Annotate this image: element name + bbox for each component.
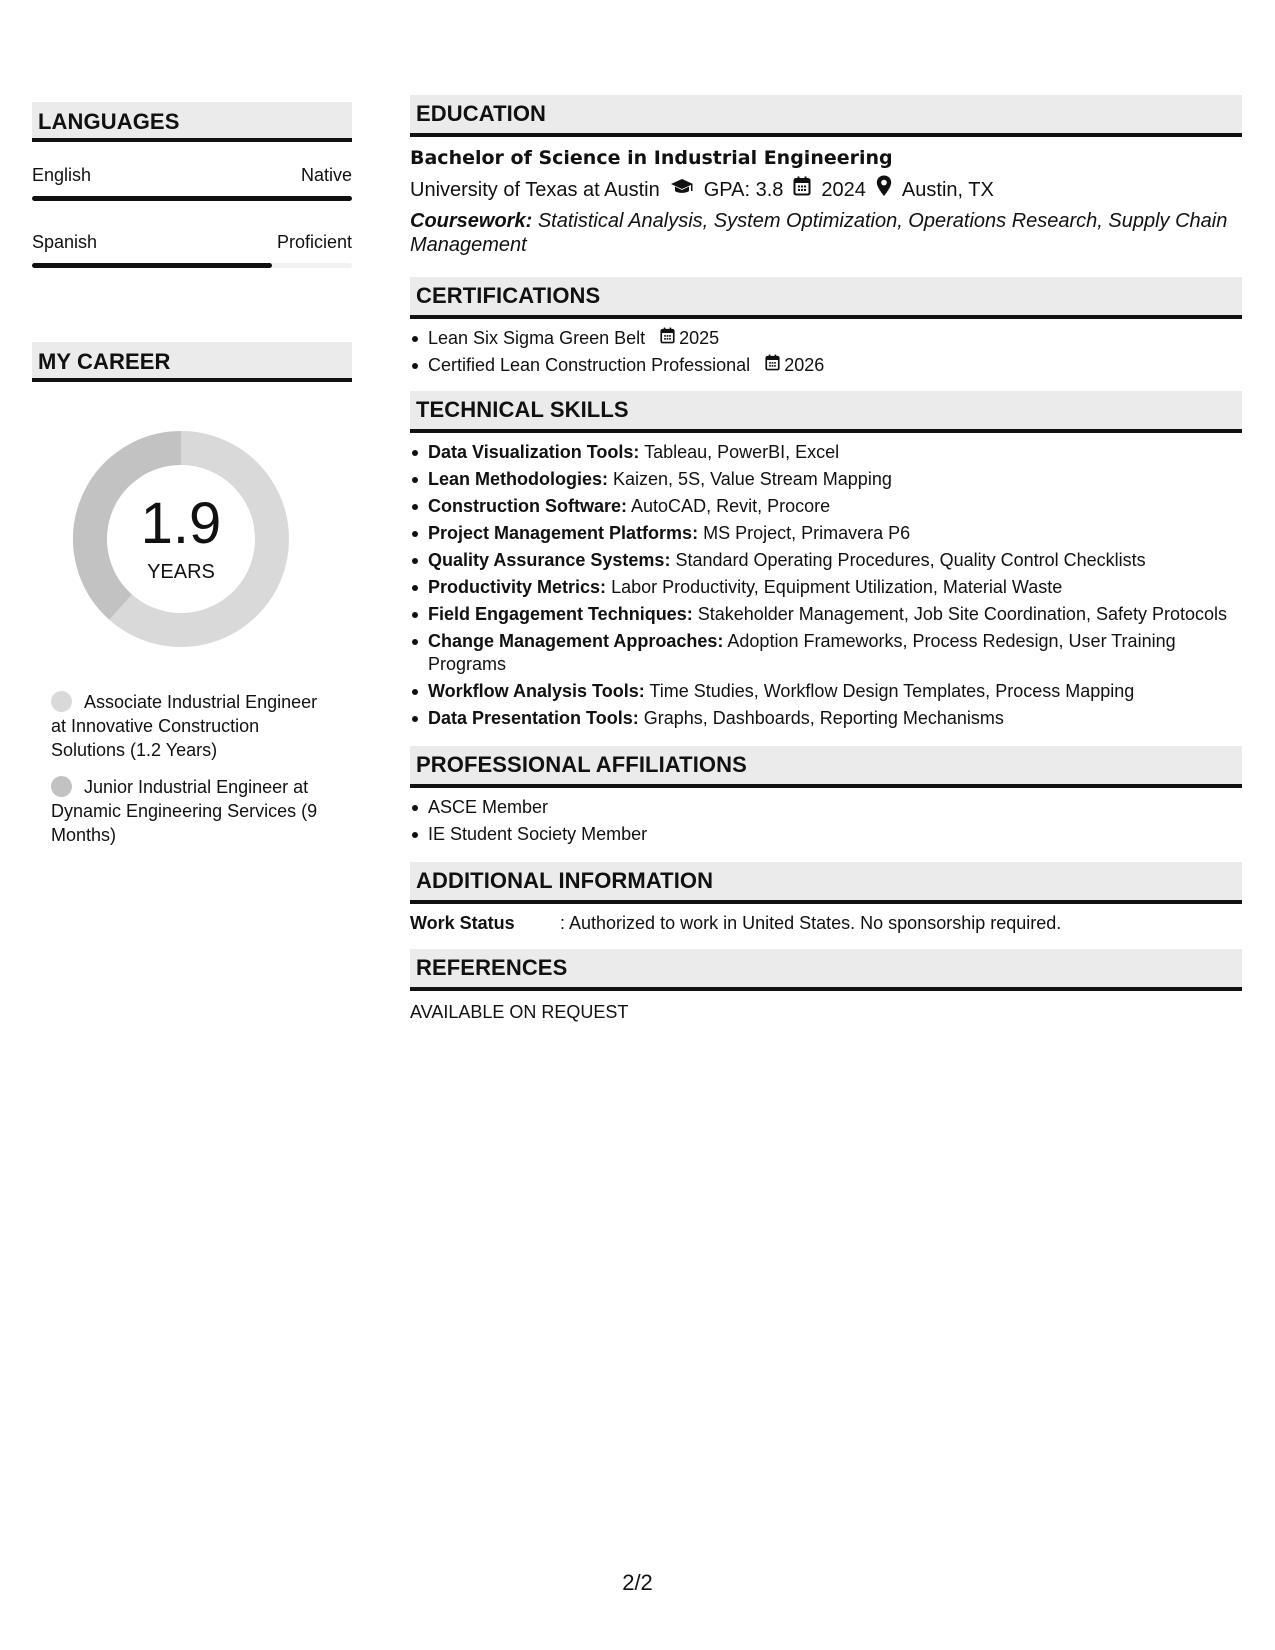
skill-category: Quality Assurance Systems: (428, 550, 671, 570)
legend-dot-icon (51, 691, 72, 712)
career-legend (51, 690, 331, 847)
page-number: 2/2 (622, 1570, 653, 1595)
education-heading: EDUCATION (410, 95, 1242, 137)
additional-info-heading: ADDITIONAL INFORMATION (410, 862, 1242, 904)
list-item: ASCE Member (410, 796, 1242, 819)
skill-item (410, 680, 1242, 703)
certification-name: Lean Six Sigma Green Belt (428, 328, 646, 348)
legend-dot-icon (51, 776, 72, 797)
education-details (410, 175, 1242, 205)
language-level: Proficient (276, 232, 352, 252)
skills-heading: TECHNICAL SKILLS (410, 391, 1242, 433)
skill-values: Graphs, Dashboards, Reporting Mechanisms (643, 708, 1004, 728)
calendar-icon (793, 176, 811, 204)
skill-category: Data Visualization Tools: (428, 442, 640, 462)
skill-values: Time Studies, Workflow Design Templates, Process Mapping (649, 681, 1135, 701)
language-level: Native (300, 165, 352, 185)
skill-item (410, 441, 1242, 464)
career-years-unit: YEARS (147, 561, 215, 583)
language-proficiency-fill (32, 196, 352, 201)
career-total-years: 1.9 (140, 491, 222, 556)
graduation-year: 2024 (821, 179, 866, 201)
references-section (410, 949, 1242, 1024)
gpa: GPA: 3.8 (703, 179, 784, 201)
skill-values: Labor Productivity, Equipment Utilization, Material Waste (611, 577, 1063, 597)
left-column (32, 102, 352, 860)
affiliations-heading: PROFESSIONAL AFFILIATIONS (410, 746, 1242, 788)
list-item (410, 327, 1242, 350)
skill-values: MS Project, Primavera P6 (703, 523, 911, 543)
education-section (410, 95, 1242, 257)
references-text: AVAILABLE ON REQUEST (410, 1002, 629, 1022)
coursework-list: Statistical Analysis, System Optimization, Operations Research, Supply Chain Management (410, 210, 1228, 256)
skill-category: Workflow Analysis Tools: (428, 681, 645, 701)
certifications-section (410, 277, 1242, 377)
graduation-cap-icon (670, 176, 694, 204)
skill-category: Lean Methodologies: (428, 469, 608, 489)
location-pin-icon (876, 175, 892, 205)
list-item: IE Student Society Member (410, 823, 1242, 846)
references-heading: REFERENCES (410, 949, 1242, 991)
coursework-label: Coursework: (410, 210, 533, 232)
career-legend-item (51, 690, 331, 762)
certification-year: 2026 (784, 355, 825, 375)
school-name: University of Texas at Austin (410, 179, 660, 201)
skill-values: Stakeholder Management, Job Site Coordination, Safety Protocols (697, 604, 1228, 624)
calendar-icon (765, 354, 780, 377)
skill-values: Kaizen, 5S, Value Stream Mapping (613, 469, 892, 489)
language-proficiency-fill (32, 263, 272, 268)
skill-values: Tableau, PowerBI, Excel (644, 442, 840, 462)
skill-item (410, 707, 1242, 730)
affiliations-list (410, 796, 1242, 846)
additional-info-section (410, 862, 1242, 935)
skill-category: Change Management Approaches: (428, 631, 724, 651)
career-heading: MY CAREER (32, 342, 352, 382)
language-item (32, 231, 352, 268)
skills-section (410, 391, 1242, 730)
skill-category: Productivity Metrics: (428, 577, 607, 597)
list-item (410, 354, 1242, 377)
skill-values: AutoCAD, Revit, Procore (631, 496, 831, 516)
languages-heading: LANGUAGES (32, 102, 352, 142)
skill-values: Standard Operating Procedures, Quality Control Checklists (675, 550, 1146, 570)
language-proficiency-bar (32, 263, 352, 268)
certification-year: 2025 (679, 328, 720, 348)
skill-category: Project Management Platforms: (428, 523, 699, 543)
skill-values: Adoption Frameworks, Process Redesign, User Training Programs (428, 631, 1176, 674)
skills-list (410, 441, 1242, 730)
language-proficiency-bar (32, 196, 352, 201)
school-location: Austin, TX (901, 179, 994, 201)
skill-category: Construction Software: (428, 496, 628, 516)
career-legend-label: Junior Industrial Engineer at Dynamic Engineering Services (9 Months) (51, 777, 318, 845)
coursework (410, 209, 1242, 257)
skill-category: Field Engagement Techniques: (428, 604, 693, 624)
skill-item (410, 576, 1242, 599)
skill-category: Data Presentation Tools: (428, 708, 639, 728)
career-legend-label: Associate Industrial Engineer at Innovative Construction Solutions (1.2 Years) (51, 692, 318, 760)
skill-item (410, 495, 1242, 518)
work-status-value: : Authorized to work in United States. No sponsorship required. (560, 913, 1062, 933)
certifications-list (410, 327, 1242, 377)
skill-item (410, 630, 1242, 676)
skill-item (410, 522, 1242, 545)
certifications-heading: CERTIFICATIONS (410, 277, 1242, 319)
skill-item (410, 468, 1242, 491)
work-status-label: Work Status (410, 913, 515, 933)
language-name: English (32, 165, 92, 185)
degree-title: Bachelor of Science in Industrial Engineering (410, 147, 893, 169)
work-status-row (410, 912, 1242, 935)
skill-item (410, 603, 1242, 626)
career-legend-item (51, 775, 331, 847)
language-name: Spanish (32, 232, 98, 252)
language-item (32, 164, 352, 201)
career-donut-chart (66, 424, 296, 654)
certification-name: Certified Lean Construction Professional (428, 355, 751, 375)
calendar-icon (660, 327, 675, 350)
right-column (410, 95, 1242, 1024)
skill-item (410, 549, 1242, 572)
affiliations-section (410, 746, 1242, 846)
